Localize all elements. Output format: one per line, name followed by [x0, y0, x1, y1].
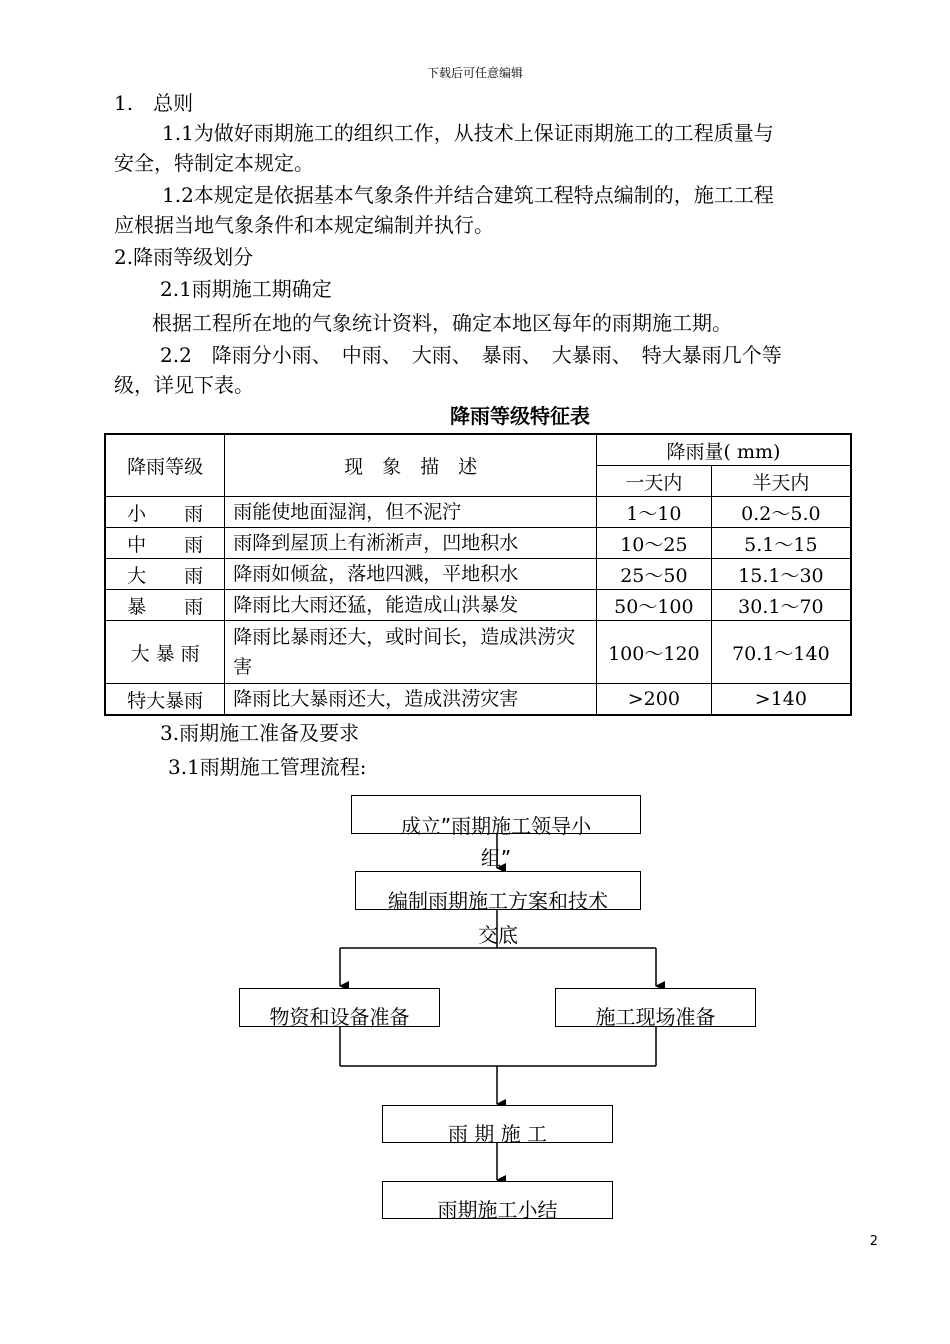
- paragraph-2-2-line2: 级，详见下表。: [114, 373, 254, 397]
- row-one-day: 25～50: [596, 559, 711, 590]
- flow-step-2-line2: 交底: [478, 923, 518, 947]
- paragraph-1-2-line2: 应根据当地气象条件和本规定编制并执行。: [114, 213, 494, 237]
- header-one-day: 一天内: [596, 466, 711, 497]
- row-half-day: 70.1～140: [711, 621, 851, 684]
- row-one-day: >200: [596, 684, 711, 716]
- paragraph-1-2-line1: 1.2本规定是依据基本气象条件并结合建筑工程特点编制的，施工工程: [162, 183, 774, 207]
- paragraph-1-1-line1: 1.1为做好雨期施工的组织工作，从技术上保证雨期施工的工程质量与: [162, 121, 774, 145]
- row-grade: 小 雨: [105, 497, 225, 528]
- paragraph-2-1: 根据工程所在地的气象统计资料，确定本地区每年的雨期施工期。: [152, 311, 732, 335]
- row-grade: 特大暴雨: [105, 684, 225, 716]
- row-grade: 中 雨: [105, 528, 225, 559]
- row-description: 降雨如倾盆，落地四溅，平地积水: [225, 559, 597, 590]
- header-description: 现 象 描 述: [225, 434, 597, 497]
- row-one-day: 50～100: [596, 590, 711, 621]
- row-grade: 大 暴 雨: [105, 621, 225, 684]
- page-header: 下载后可任意编辑: [426, 66, 523, 80]
- section-2-heading: 2.降雨等级划分: [114, 245, 254, 269]
- header-rainfall-amount: 降雨量( mm): [596, 434, 851, 466]
- row-half-day: >140: [711, 684, 851, 716]
- paragraph-1-1-line2: 安全，特制定本规定。: [114, 151, 314, 175]
- row-one-day: 100～120: [596, 621, 711, 684]
- row-description: 雨能使地面湿润，但不泥泞: [225, 497, 597, 528]
- flow-step-4-text: 施工现场准备: [595, 1005, 716, 1029]
- row-grade: 大 雨: [105, 559, 225, 590]
- flow-step-1-line1: 成立”雨期施工领导小: [400, 814, 592, 838]
- row-grade: 暴 雨: [105, 590, 225, 621]
- header-half-day: 半天内: [711, 466, 851, 497]
- row-half-day: 0.2～5.0: [711, 497, 851, 528]
- row-description: 降雨比大暴雨还大，造成洪涝灾害: [225, 684, 597, 716]
- paragraph-2-2-line1: 2.2 降雨分小雨、 中雨、 大雨、 暴雨、 大暴雨、 特大暴雨几个等: [160, 343, 782, 367]
- flow-step-6-text: 雨期施工小结: [437, 1198, 558, 1222]
- section-1-heading: 1. 总则: [114, 91, 194, 115]
- row-description: 降雨比暴雨还大，或时间长，造成洪涝灾害: [225, 621, 597, 684]
- flow-step-2-line1: 编制雨期施工方案和技术: [388, 889, 608, 913]
- row-half-day: 5.1～15: [711, 528, 851, 559]
- flow-step-1-line2: 组”: [480, 846, 512, 870]
- row-half-day: 15.1～30: [711, 559, 851, 590]
- table-title: 降雨等级特征表: [450, 404, 590, 428]
- row-one-day: 1～10: [596, 497, 711, 528]
- row-one-day: 10～25: [596, 528, 711, 559]
- section-2-1-heading: 2.1雨期施工期确定: [160, 277, 332, 301]
- row-half-day: 30.1～70: [711, 590, 851, 621]
- header-grade: 降雨等级: [105, 434, 225, 497]
- row-description: 降雨比大雨还猛，能造成山洪暴发: [225, 590, 597, 621]
- flow-step-3-text: 物资和设备准备: [269, 1005, 410, 1029]
- section-3-heading: 3.雨期施工准备及要求: [160, 721, 360, 745]
- section-3-1-heading: 3.1雨期施工管理流程:: [168, 755, 367, 779]
- flow-step-5-text: 雨 期 施 工: [447, 1122, 548, 1146]
- page-number: 2: [869, 1234, 878, 1249]
- row-description: 雨降到屋顶上有淅淅声，凹地积水: [225, 528, 597, 559]
